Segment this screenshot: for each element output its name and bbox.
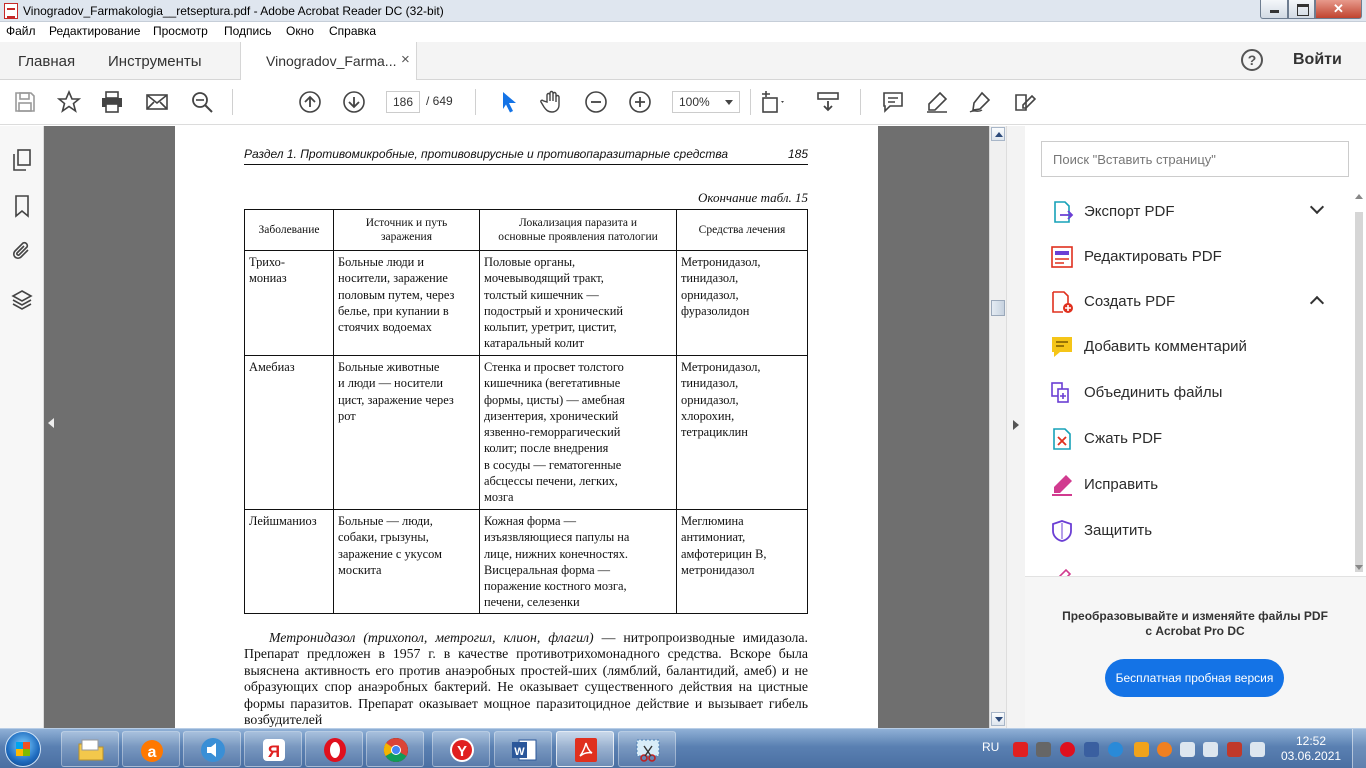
acrobat-app-icon	[4, 3, 18, 19]
table-header: Заболевание	[258, 224, 320, 236]
promo-panel	[1025, 576, 1366, 728]
window-title: Vinogradov_Farmakologia__retseptura.pdf - Adobe Acrobat Reader DC (32-bit)	[23, 4, 444, 18]
add-comment-label: Добавить комментарий	[1084, 338, 1247, 355]
svg-text:Y: Y	[456, 743, 468, 760]
table-cell: Больные животные и люди — носители цист, заражение через рот	[338, 360, 454, 423]
combine-files-label: Объединить файлы	[1084, 384, 1223, 401]
create-pdf-label: Создать PDF	[1084, 293, 1176, 310]
network-disconnected-icon[interactable]	[1227, 742, 1242, 757]
previous-page-icon[interactable]	[298, 90, 322, 114]
bookmarks-icon[interactable]	[10, 194, 34, 218]
tray-app-icon[interactable]	[1036, 742, 1051, 757]
input-language[interactable]: RU	[982, 740, 1000, 754]
volume-tray-icon[interactable]	[1250, 742, 1265, 757]
table-header: Средства лечения	[698, 224, 786, 236]
menu-window[interactable]: Окно	[286, 24, 314, 38]
combine-files-icon	[1050, 381, 1074, 405]
close-window-button[interactable]	[1315, 0, 1362, 19]
menu-bar	[0, 22, 1366, 42]
compress-pdf-label: Сжать PDF	[1084, 430, 1163, 447]
document-tab-label: Vinogradov_Farma...	[266, 53, 397, 69]
taskbar-yandex[interactable]	[432, 731, 490, 767]
page-number: 185	[787, 147, 808, 161]
tab-document[interactable]	[240, 42, 417, 80]
collapse-left-arrow-icon[interactable]	[48, 418, 54, 428]
table-cell: Метронидазол, тинидазол, орнидазол, хлорохин, тетрациклин	[681, 360, 761, 440]
window-titlebar	[0, 0, 1366, 22]
skype-tray-icon[interactable]	[1108, 742, 1123, 757]
select-cursor-icon[interactable]	[497, 90, 521, 114]
edit-pdf-label: Редактировать PDF	[1084, 248, 1222, 265]
table-cell: Лейшманиоз	[249, 514, 317, 528]
bookmark-star-icon[interactable]	[57, 90, 81, 114]
shield-icon	[1050, 519, 1074, 543]
opera-icon	[321, 736, 349, 764]
highlight-pen-icon[interactable]	[925, 90, 949, 114]
promo-text: Преобразовывайте и изменяйте файлы PDF с Acrobat Pro DC	[1062, 609, 1328, 638]
close-icon: ✕	[1333, 1, 1344, 16]
table-caption: Окончание табл. 15	[697, 190, 808, 205]
yandex-icon	[448, 736, 476, 764]
maximize-button[interactable]	[1288, 0, 1315, 19]
table-header: Локализация паразита и основные проявления патологии	[498, 217, 658, 243]
page-number-input[interactable]: 186	[386, 91, 420, 113]
hand-tool-icon[interactable]	[540, 90, 564, 114]
export-pdf-item[interactable]	[1050, 197, 1340, 227]
taskbar-media[interactable]	[183, 731, 241, 767]
clock-time: 12:52	[1295, 734, 1327, 748]
print-icon[interactable]	[100, 90, 124, 114]
edit-pdf-icon	[1050, 245, 1074, 269]
edit-pdf-item[interactable]	[1050, 242, 1340, 272]
email-icon[interactable]	[145, 90, 169, 114]
windows-taskbar	[0, 728, 1366, 768]
fill-sign-icon[interactable]	[1012, 90, 1036, 114]
chevron-down-icon	[725, 100, 733, 105]
page-thumbnails-icon[interactable]	[10, 148, 34, 172]
menu-view[interactable]: Просмотр	[153, 24, 208, 38]
document-scrollbar[interactable]	[989, 126, 1006, 728]
folder-icon	[77, 736, 105, 764]
menu-help[interactable]: Справка	[329, 24, 377, 38]
system-clock[interactable]	[1281, 734, 1341, 764]
compress-pdf-item[interactable]	[1050, 424, 1340, 454]
table-cell: Половые органы, мочевыводящий тракт, толстый кишечник — подострый и хронический кольпит, уретрит, цистит, катаральный колит	[484, 255, 623, 351]
attachments-icon[interactable]	[10, 240, 34, 264]
tools-search-input[interactable]: Поиск "Вставить страницу"	[1041, 141, 1349, 177]
scroll-thumb[interactable]	[1355, 212, 1363, 572]
zoom-level-select[interactable]	[672, 91, 740, 113]
taskbar-avast[interactable]	[122, 731, 180, 767]
layers-icon[interactable]	[10, 288, 34, 312]
tools-pane-scrollbar[interactable]	[1352, 190, 1366, 576]
drug-name-italic: Метронидазол (трихопол, метрогил, клион, флагил)	[269, 630, 594, 645]
fix-item[interactable]	[1050, 470, 1340, 500]
acrobat-icon	[572, 736, 600, 764]
table-cell: Кожная форма — изъязвляющиеся папулы на лице, нижних конечностях. Висцеральная форма — поражение костного мозга, печени, селезенки	[484, 514, 630, 610]
free-trial-button[interactable]: Бесплатная пробная версия	[1105, 659, 1284, 697]
chrome-icon	[382, 736, 410, 764]
menu-sign[interactable]: Подпись	[224, 24, 272, 38]
data-table	[244, 209, 808, 614]
page-total: / 649	[426, 94, 453, 108]
protect-label: Защитить	[1084, 522, 1153, 539]
collapse-right-pane[interactable]	[1006, 126, 1025, 728]
scroll-up-arrow-icon[interactable]	[991, 127, 1005, 141]
warning-tray-icon[interactable]	[1134, 742, 1149, 757]
taskbar-explorer[interactable]	[61, 731, 119, 767]
running-head-text: Раздел 1. Противомикробные, противовирусные и противопаразитарные средства	[244, 147, 729, 161]
word-icon	[510, 736, 538, 764]
fix-label: Исправить	[1084, 476, 1159, 493]
table-cell: Больные — люди, собаки, грызуны, заражение с укусом москита	[338, 514, 442, 577]
tab-bar	[0, 42, 1366, 80]
scissors-icon	[634, 736, 662, 764]
table-header: Источник и путь заражения	[365, 217, 448, 243]
yandex-tray-icon[interactable]	[1013, 742, 1028, 757]
scroll-down-arrow-icon[interactable]	[1355, 565, 1363, 570]
table-cell: Трихо- мониаз	[249, 255, 287, 286]
taskbar-chrome[interactable]	[366, 731, 424, 767]
scroll-up-arrow-icon[interactable]	[1355, 194, 1363, 199]
speaker-icon	[199, 736, 227, 764]
toolbar	[0, 80, 1366, 125]
svg-text:W: W	[514, 746, 525, 758]
help-icon[interactable]: ?	[1241, 49, 1263, 71]
body-paragraph	[244, 630, 808, 728]
taskbar-snipping-tool[interactable]	[618, 731, 676, 767]
show-desktop-button[interactable]	[1352, 729, 1366, 768]
add-comment-item[interactable]	[1050, 332, 1340, 362]
draw-sign-icon[interactable]	[968, 90, 992, 114]
avast-tray-icon[interactable]	[1157, 742, 1172, 757]
network-tray-icon[interactable]	[1180, 742, 1195, 757]
next-page-icon[interactable]	[342, 90, 366, 114]
start-button[interactable]	[5, 731, 41, 767]
svg-text:a: a	[147, 744, 157, 761]
table-cell: Амебиаз	[249, 360, 295, 374]
zoom-in-icon[interactable]	[628, 90, 652, 114]
left-navigation-pane	[0, 126, 44, 728]
scroll-thumb[interactable]	[991, 300, 1005, 316]
create-pdf-icon	[1050, 290, 1074, 314]
export-pdf-label: Экспорт PDF	[1084, 203, 1175, 220]
signin-button[interactable]: Войти	[1293, 51, 1342, 68]
b-tray-icon[interactable]	[1084, 742, 1099, 757]
chevron-up-icon[interactable]	[1310, 296, 1324, 310]
zoom-search-icon[interactable]	[190, 90, 214, 114]
close-tab-icon[interactable]: ×	[401, 51, 410, 68]
export-pdf-icon	[1050, 200, 1074, 224]
avast-icon	[138, 736, 166, 764]
chevron-right-icon	[1013, 420, 1019, 430]
taskbar-acrobat[interactable]	[556, 731, 614, 767]
compress-pdf-icon	[1050, 427, 1074, 451]
clock-date: 03.06.2021	[1281, 749, 1342, 763]
comment-icon[interactable]	[881, 90, 905, 114]
menu-file[interactable]: Файл	[6, 24, 36, 38]
paragraph-text: — нитропроизводные имидазола. Препарат предложен в 1957 г. в качестве противотрихомонадного средства. Вскоре была выяснена активность его против анаэробных простей-ших (лямблий, балантидий, амеб) и не образующих спор анаэробных бактерий. Не оказывает существенного действия на цистные формы паразитов. Препарат оказывает мощное паразитоцидное действие и вызывает гибель возбудителей	[244, 630, 808, 728]
taskbar-yandex-browser[interactable]	[244, 731, 302, 767]
page-fit-icon[interactable]	[760, 90, 784, 114]
combine-files-item[interactable]	[1050, 378, 1340, 408]
table-cell: Больные люди и носители, заражение половым путем, через белье, при купании в стоячих водоемах	[338, 255, 455, 335]
chevron-down-icon[interactable]	[1310, 200, 1324, 214]
tab-home[interactable]: Главная	[18, 53, 76, 70]
tab-tools[interactable]: Инструменты	[108, 53, 202, 70]
taskbar-word[interactable]	[494, 731, 552, 767]
protect-item[interactable]	[1050, 516, 1340, 546]
scroll-mode-icon[interactable]	[816, 90, 840, 114]
table-cell: Стенка и просвет толстого кишечника (вегетативные формы, цисты) — амебная дизентерия, хронический язвенно-геморрагический колит; после внедрения в сосуды — гематогенные абсцессы печени, легких, мозга	[484, 360, 625, 505]
save-icon[interactable]	[13, 90, 37, 114]
svg-text:Я: Я	[267, 742, 281, 761]
scroll-down-arrow-icon[interactable]	[991, 712, 1005, 726]
menu-edit[interactable]: Редактирование	[49, 24, 141, 38]
opera-tray-icon[interactable]	[1060, 742, 1075, 757]
table-cell: Метронидазол, тинидазол, орнидазол, фуразолидон	[681, 255, 761, 318]
table-cell: Меглюмина антимониат, амфотерицин В, метронидазол	[681, 514, 767, 577]
flag-tray-icon[interactable]	[1203, 742, 1218, 757]
comment-yellow-icon	[1050, 335, 1074, 359]
running-head	[244, 147, 808, 165]
yandex-browser-icon	[260, 736, 288, 764]
partially-hidden-item	[1050, 562, 1350, 576]
zoom-level-value: 100%	[679, 95, 710, 109]
create-pdf-item[interactable]	[1050, 287, 1340, 317]
minimize-button[interactable]	[1260, 0, 1288, 19]
zoom-out-icon[interactable]	[584, 90, 608, 114]
taskbar-opera[interactable]	[305, 731, 363, 767]
fix-pen-icon	[1050, 473, 1074, 497]
